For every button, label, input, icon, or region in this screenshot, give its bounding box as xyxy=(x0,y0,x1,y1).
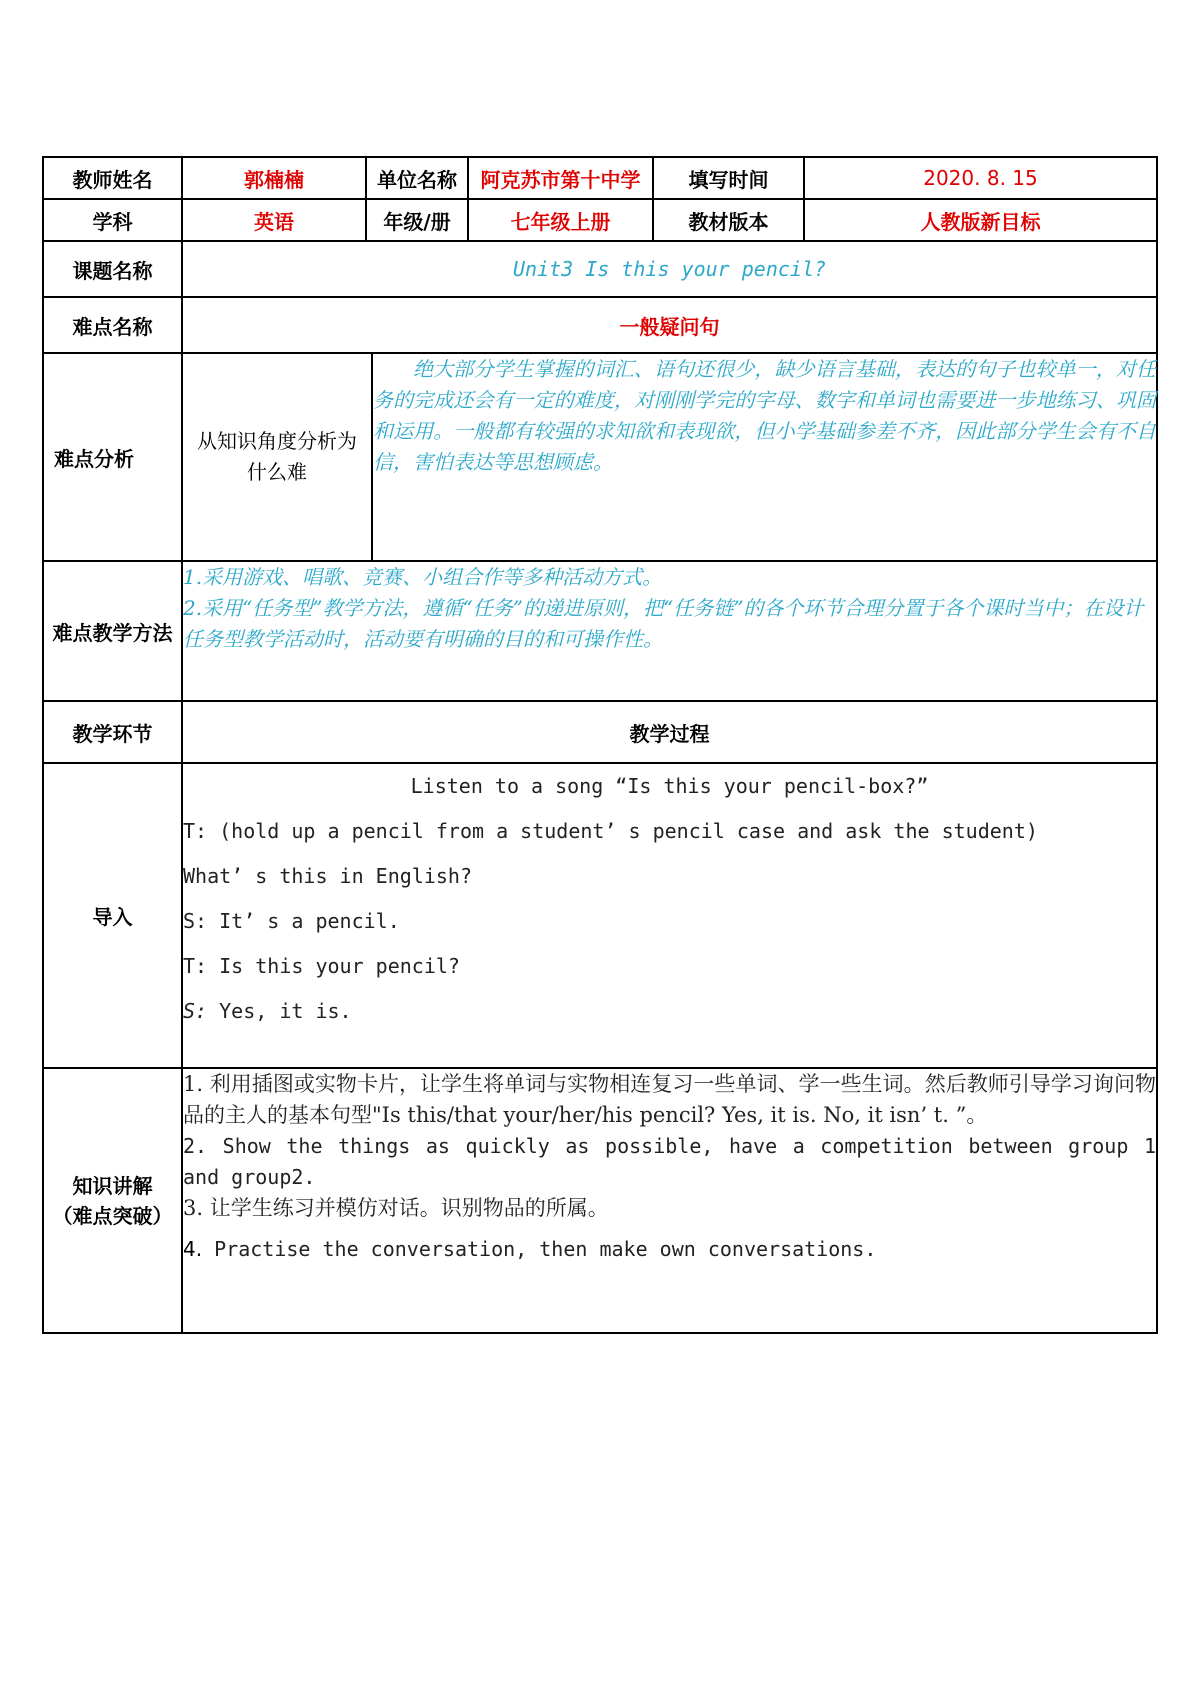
edition-value: 人教版新目标 xyxy=(804,199,1157,241)
intro-line-4: S: It’ s a pencil. xyxy=(183,909,400,933)
method-line-2: 2.采用“任务型”教学方法，遵循“任务”的递进原则，把“任务链”的各个环节合理分置于各个课时当中；在设计任务型教学活动时，活动要有明确的目的和可操作性。 xyxy=(183,596,1144,651)
lesson-plan-table xyxy=(42,156,1158,1334)
knowledge-line-4 xyxy=(183,1234,1156,1265)
process-header-row xyxy=(43,701,1157,763)
subject-value: 英语 xyxy=(182,199,366,241)
knowledge-row xyxy=(43,1068,1157,1333)
unit-value: 阿克苏市第十中学 xyxy=(468,157,653,199)
knowledge-content xyxy=(182,1068,1157,1333)
knowledge-line-3: 3. 让学生练习并模仿对话。识别物品的所属。 xyxy=(183,1196,609,1220)
intro-line-6-text: Yes, it is. xyxy=(207,999,352,1023)
knowledge-line-4-number: 4. xyxy=(183,1237,203,1261)
knowledge-line-1: 1. 利用插图或实物卡片，让学生将单词与实物相连复习一些单词、学一些生词。然后教师引导学习询问物品的主人的基本句型"Is this/that your/her/his pencil? Yes, it is. No, it isn’ t. ”。 xyxy=(183,1072,1156,1127)
method-row xyxy=(43,561,1157,701)
teacher-value: 郭楠楠 xyxy=(182,157,366,199)
info-row-2 xyxy=(43,199,1157,241)
intro-line-3: What’ s this in English? xyxy=(183,864,472,888)
grade-value: 七年级上册 xyxy=(468,199,653,241)
difficulty-label: 难点名称 xyxy=(43,297,182,353)
analysis-label: 难点分析 xyxy=(43,353,182,561)
difficulty-value: 一般疑问句 xyxy=(182,297,1157,353)
intro-content xyxy=(182,763,1157,1068)
topic-row xyxy=(43,241,1157,297)
unit-label: 单位名称 xyxy=(366,157,468,199)
analysis-sub-label: 从知识角度分析为什么难 xyxy=(182,353,372,561)
date-value: 2020. 8. 15 xyxy=(804,157,1157,199)
intro-line-6-prefix: S: xyxy=(183,999,208,1023)
method-line-1: 1.采用游戏、唱歌、竞赛、小组合作等多种活动方式。 xyxy=(183,565,663,589)
date-label: 填写时间 xyxy=(653,157,804,199)
intro-line-5: T: Is this your pencil? xyxy=(183,954,460,978)
knowledge-line-2: 2. Show the things as quickly as possible, have a competition between group 1 and group2. xyxy=(183,1134,1156,1189)
analysis-text: 绝大部分学生掌握的词汇、语句还很少，缺少语言基础，表达的句子也较单一，对任务的完成还会有一定的难度，对刚刚学完的字母、数字和单词也需要进一步地练习、巩固和运用。一般都有较强的求知欲和表现欲，但小学基础参差不齐，因此部分学生会有不自信，害怕表达等思想顾虑。 xyxy=(372,353,1157,561)
topic-label: 课题名称 xyxy=(43,241,182,297)
difficulty-row xyxy=(43,297,1157,353)
knowledge-label xyxy=(43,1068,182,1333)
intro-line-1: Listen to a song “Is this your pencil-box?” xyxy=(410,774,929,798)
grade-label: 年级/册 xyxy=(366,199,468,241)
process-stage-label: 教学环节 xyxy=(43,701,182,763)
knowledge-label-line-2: （难点突破） xyxy=(52,1203,173,1228)
intro-line-6 xyxy=(183,989,1156,1034)
analysis-row xyxy=(43,353,1157,561)
knowledge-label-line-1: 知识讲解 xyxy=(72,1173,153,1198)
process-label: 教学过程 xyxy=(182,701,1157,763)
intro-label: 导入 xyxy=(43,763,182,1068)
topic-value: Unit3 Is this your pencil? xyxy=(182,241,1157,297)
subject-label: 学科 xyxy=(43,199,182,241)
intro-line-2: T: (hold up a pencil from a student’ s pencil case and ask the student) xyxy=(183,819,1038,843)
intro-row xyxy=(43,763,1157,1068)
method-label: 难点教学方法 xyxy=(43,561,182,701)
method-content xyxy=(182,561,1157,701)
teacher-label: 教师姓名 xyxy=(43,157,182,199)
knowledge-line-4-text: Practise the conversation, then make own conversations. xyxy=(202,1237,877,1261)
info-row-1 xyxy=(43,157,1157,199)
edition-label: 教材版本 xyxy=(653,199,804,241)
